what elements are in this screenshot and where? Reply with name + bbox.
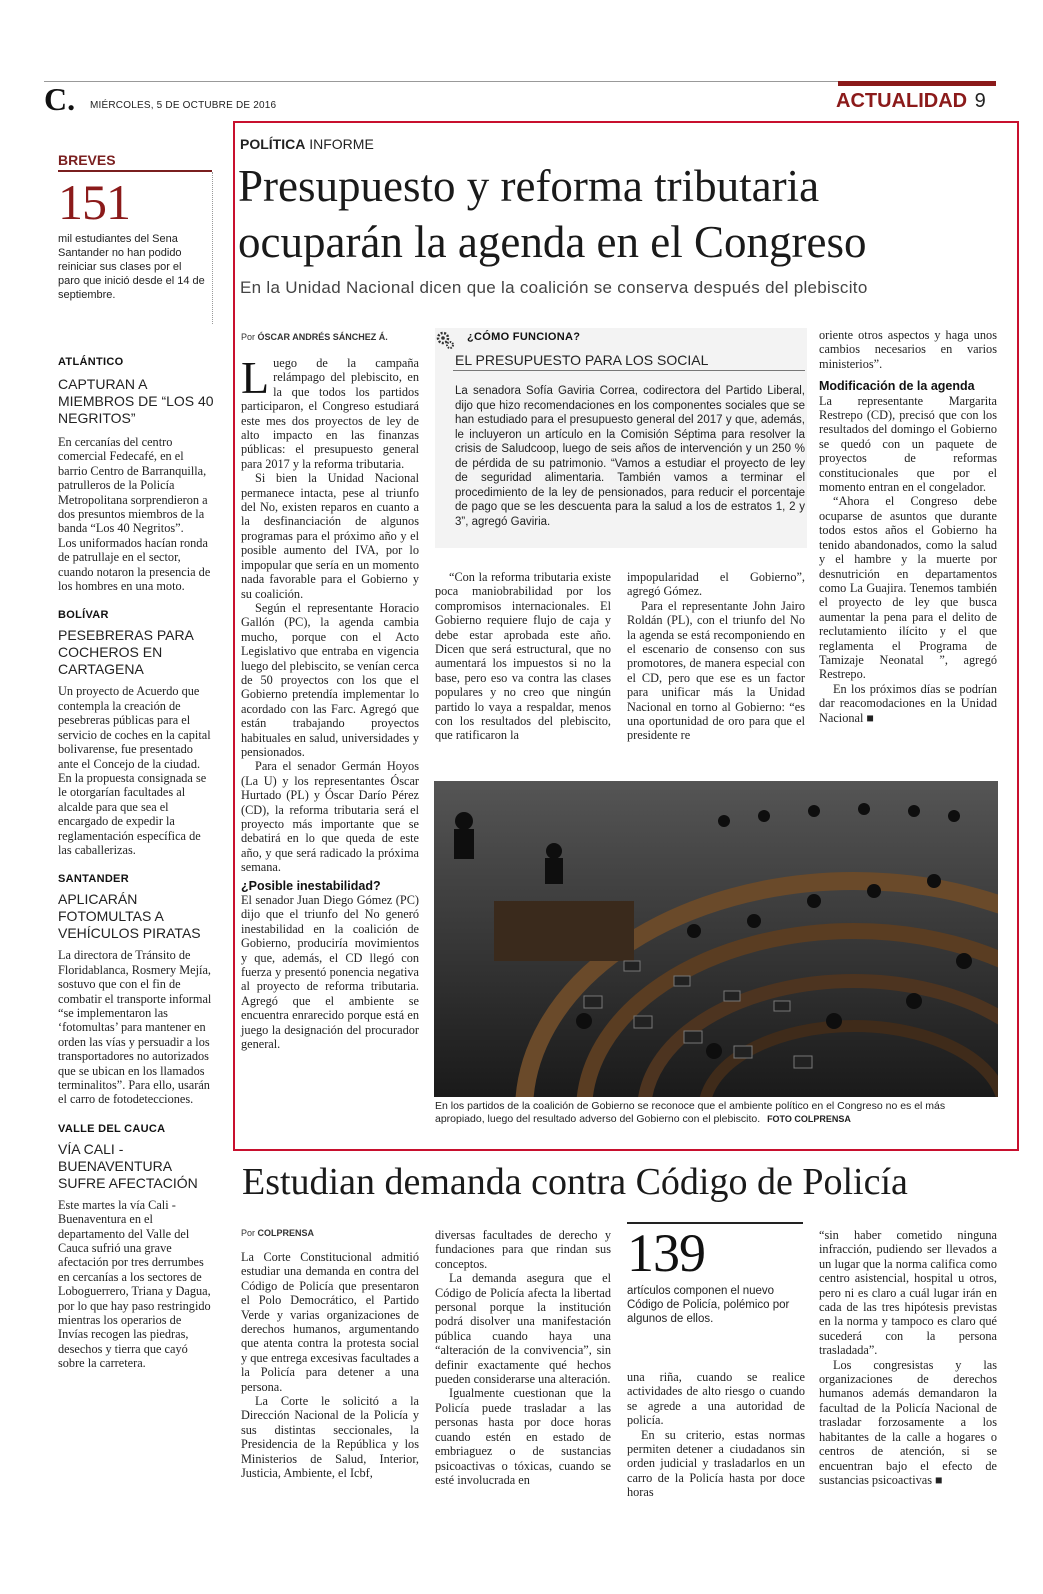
breve-body <box>58 1198 214 1371</box>
congress-photo-illustration <box>434 781 998 1097</box>
gear-icon <box>435 330 455 350</box>
article-paragraph: Para el representante John Jairo Roldán (PL), con el triunfo del No la agenda se está recomponiendo en el escenario de consenso con sus promotores, de manera especial con el CD, pero que ese es un factor para unificar más la Unidad Nacional en torno al Gobierno: “es una oportunidad de oro para que el presidente re <box>627 598 805 743</box>
article-paragraph: El senador Juan Diego Gómez (PC) dijo que el triunfo del No generó inestabilidad en la coalición de Gobierno, produciría movimientos y que, además, el CD llegó con fuerza y presentó ponencia negativa al proyecto de reforma tributaria. Agregó que el ambiente se encuentra enrarecido porque está en juego la designación del procurador general. <box>241 893 419 1052</box>
breve-paragraph: En cercanías del centro comercial Fedecafé, en el barrio Centro de Barranquilla, patrulleros de la Policía Metropolitana sorprendieron a dos presuntos miembros de la banda “Los 40 Negritos”. <box>58 435 208 536</box>
breves-title: BREVES <box>58 152 116 168</box>
article-paragraph: En su criterio, estas normas permiten detener a ciudadanos sin orden judicial y trasladarlos en un carro de la Policía hasta por doce horas <box>627 1427 805 1500</box>
breve-region: VALLE DEL CAUCA <box>58 1122 166 1135</box>
breve-headline: VÍA CALI - BUENAVENTURA SUFRE AFECTACIÓN <box>58 1140 198 1191</box>
breve-region: ATLÁNTICO <box>58 356 124 368</box>
byline-author: COLPRENSA <box>257 1228 315 1238</box>
article-byline <box>241 332 419 342</box>
article-paragraph: Igualmente cuestionan que la Policía puede trasladar a las personas hasta por doce horas cuando estén en estado de embriaguez o de sustancias psicoactivas o tóxicas, cuando se esté involucrada en <box>435 1386 611 1487</box>
breves-sidebar <box>58 152 214 302</box>
info-box-kicker: ¿CÓMO FUNCIONA? <box>467 331 581 343</box>
info-box-text: La senadora Sofía Gaviria Correa, codirectora del Partido Liberal, dijo que hizo recomendaciones en los componentes sociales que se han estudiado para el presupuesto general del 2017 y que, además, le incluyeron un artículo en la Comisión Séptima para resolver la crisis de Saludcoop, luego de seis años de intervención y un 250 % de pérdida de su patrimonio. “Vamos a estudiar el proyecto de ley de seguridad alimentaria. También vamos a terminar el procedimiento de la ley de pensionados, para reducir el porcentaje de pago que se les descuenta para la salud a los de estratos 1, 2 y 3”, agregó Gaviria. <box>455 385 805 528</box>
photo-caption <box>435 1100 995 1126</box>
breve-item <box>58 873 214 1106</box>
second-column-2 <box>435 1228 611 1487</box>
byline-prefix: Por <box>241 1228 256 1238</box>
breve-paragraph: En la propuesta consignada se le otorgarían facultades al alcalde para que sea el encargado de expedir la reglamentación específica de las caballerizas. <box>58 770 207 857</box>
article-paragraph: Según el representante Horacio Gallón (PC), la agenda cambia mucho, porque con el Acto Legislativo que entraba en vigencia luego del plebiscito, se venían cerca de 50 proyectos con los que el Gobierno pretendía implementar lo acordado con las Farc. Agregó que están trabajando proyectos habituales en salud, universidades y pensionados. <box>241 600 419 759</box>
breve-body <box>58 684 214 857</box>
article-paragraph: En los próximos días se podrían dar reacomodaciones en la Unidad Nacional ■ <box>819 681 997 725</box>
page-number: 9 <box>974 90 986 112</box>
logo: C. <box>44 81 76 117</box>
caption-text: En los partidos de la coalición de Gobierno se reconoce que el ambiente político en el Congreso no es el más apropiado, luego del resultado adverso del Gobierno con el plebiscito. <box>435 1100 946 1125</box>
article-subhead: ¿Posible inestabilidad? <box>241 878 381 893</box>
second-column-4 <box>819 1228 997 1487</box>
section-name: ACTUALIDAD <box>836 90 968 112</box>
second-body <box>241 1250 419 1481</box>
article-paragraph <box>241 352 419 471</box>
second-stat-box <box>627 1222 807 1326</box>
headline-line-1: Presupuesto y reforma tributaria <box>238 161 820 211</box>
drop-cap: L <box>241 352 270 403</box>
section-bar <box>838 81 996 86</box>
article-body <box>241 352 419 1052</box>
info-box-title: EL PRESUPUESTO PARA LOS SOCIAL <box>455 352 709 368</box>
article-paragraph: “Ahora el Congreso debe ocuparse de asuntos que durante todos estos años el Gobierno ha tenido abandonados, como la salud y el hambre y la muerte por desnutrición en departamentos como La Guajira. Tenemos también el proyecto de ley que busca aumentar la pena para el delito de reclutamiento ilícito y el que reglamenta el Programa de Tamizaje Neonatal ”, agregó Restrepo. <box>819 494 997 682</box>
second-column-3 <box>627 1370 805 1500</box>
second-stat-number: 139 <box>627 1223 705 1283</box>
headline-line-2: ocuparán la agenda en el Congreso <box>238 217 867 267</box>
article-column-3 <box>627 570 805 743</box>
second-stat-text: artículos componen el nuevo Código de Policía, polémico por algunos de ellos. <box>627 1285 790 1325</box>
article-paragraph: Si bien la Unidad Nacional permanece intacta, pese al triunfo del No, existen reparos en cuanto a la desfinanciación de algunos programas para el próximo año y el posible aumento del IVA, por lo impopular que sería en un momento nada favorable para el Gobierno y su coalición. <box>241 471 419 601</box>
breve-headline: CAPTURAN A MIEMBROS DE “LOS 40 NEGRITOS” <box>58 376 214 426</box>
breve-paragraph: Los uniformados hacían ronda de patrullaje en el sector, cuando notaron la presencia de los hombres en una moto. <box>58 535 211 594</box>
article-paragraph: La demanda asegura que el Código de Policía afecta la libertad personal porque la institución podrá disolver una manifestación pública cuando haya una “alteración de la convivencia”, sin definir exactamente qué hechos pueden considerarse una alteración. <box>435 1271 611 1387</box>
article-paragraph: una riña, cuando se realice actividades de alto riesgo o cuando se agrede a una autoridad de policía. <box>627 1370 805 1428</box>
article-kicker <box>240 136 374 152</box>
article-paragraph: Para el senador Germán Hoyos (La U) y los representantes Óscar Hurtado (PL) y Óscar Darío Pérez (CD), la reforma tributaria será el proyecto más importante que se debatirá en lo que queda de este año, y que será radicado la próxima semana. <box>241 759 419 875</box>
article-deck: En la Unidad Nacional dicen que la coalición se conserva después del plebiscito <box>240 278 868 297</box>
breve-headline: APLICARÁN FOTOMULTAS A VEHÍCULOS PIRATAS <box>58 891 201 942</box>
article-paragraph: La Corte le solicitó a la Dirección Nacional de la Policía y sus distintas seccionales, la Presidencia de la República y los Ministerios de Salud, Interior, Justicia, Ambiente, el Icbf, <box>241 1394 419 1481</box>
article-paragraph: Los congresistas y las organizaciones de derechos humanos además demandaron la facultad de la Policía Nacional de trasladar forzosamente a los habitantes de la calle a hogares o centros de atención, si se encuentran bajo el efecto de sustancias psicoactivas ■ <box>819 1357 997 1487</box>
article-paragraph: “sin haber cometido ninguna infracción, pudiendo ser llevados a un lugar que la norma califica como centro asistencial, hospital u otros, pero ni es claro a cuál lugar irán en cada de las tres hipótesis previstas en la norma y tampoco es claro qué sucederá con la persona trasladada”. <box>819 1228 997 1358</box>
breves-dotted-divider <box>212 172 213 324</box>
breve-paragraph: Un proyecto de Acuerdo que contempla la creación de pesebreras públicas para el servicio de coches en la capital bolivarense, fue presentado ante el Concejo de la ciudad. <box>58 684 211 771</box>
article-paragraph: diversas facultades de derecho y fundaciones para que rindan sus conceptos. <box>435 1228 611 1271</box>
breve-paragraph: Este martes la vía Cali - Buenaventura en el departamento del Valle del Cauca sufrió una grave afectación por tres derrumbes en cercanías a los sectores de Loboguerrero, Triana y Dagua, por lo que hay paso restringido mientras los operarios de Invías recogen las piedras, desechos y tierra que cayó sobre la carretera. <box>58 1197 211 1371</box>
article-headline <box>238 158 866 270</box>
article-paragraph: oriente otros aspectos y haga unos cambios necesarios en varios ministerios”. <box>819 328 997 371</box>
breve-region: BOLÍVAR <box>58 609 109 622</box>
breve-region: SANTANDER <box>58 873 129 886</box>
article-column-4 <box>819 328 997 725</box>
breves-rule <box>58 170 212 172</box>
byline-author: ÓSCAR ANDRÉS SÁNCHEZ Á. <box>257 332 388 342</box>
article-paragraph: impopularidad el Gobierno”, agregó Gómez. <box>627 570 805 599</box>
article-paragraph: La Corte Constitucional admitió estudiar una demanda en contra del Código de Policía que presentaron el Polo Democrático, el Partido Verde y varias organizaciones de derechos humanos, argumentando que atenta contra la protesta social y que entrega excesivas facultades a la Policía para detener a una persona. <box>241 1250 419 1394</box>
info-box-rule <box>453 370 805 371</box>
breve-body <box>58 435 214 593</box>
header-date: MIÉRCOLES, 5 DE OCTUBRE DE 2016 <box>90 100 277 111</box>
article-column-1 <box>241 332 419 1052</box>
article-subhead: Modificación de la agenda <box>819 379 975 394</box>
breve-item <box>58 356 214 593</box>
article-paragraph: La representante Margarita Restrepo (CD), precisó que con los resultados del domingo el Gobierno se quedó con un paquete de proyectos de reformas constitucionales que por el momento entran en el congelador. <box>819 393 997 495</box>
info-box <box>435 328 807 548</box>
breves-list <box>58 356 214 1371</box>
breve-paragraph: La directora de Tránsito de Floridablanca, Rosmery Mejía, sostuvo que con el fin de combatir el transporte informal “se implementaron las ‘fotomultas’ para mantener en orden las vías y persuadir a los transportadores no autorizados que se ubican en los llamados terminalitos”. Para ello, usarán el carro de fotodetecciones. <box>58 948 212 1107</box>
breve-body <box>58 948 214 1106</box>
article-paragraph: “Con la reforma tributaria existe poca maniobrabilidad por los compromisos internacionales. El Gobierno requiere flujo de caja y debe estar aprobada este año. Dicen que será estructural, que no aumentará los impuestos si no la base, pero eso va contra las clases populares y no creo que ningún partido lo vaya a respaldar, menos con los resultados del plebiscito, que ratificaron la <box>435 570 611 743</box>
section-label <box>836 90 986 113</box>
kicker-type: INFORME <box>309 136 374 152</box>
photo-credit: FOTO COLPRENSA <box>767 1114 851 1124</box>
second-article-headline: Estudian demanda contra Código de Policía <box>242 1161 908 1203</box>
paragraph-text: uego de la campaña relámpago del plebiscito, en la que todos los partidos participaron, el Congreso estudiará este mes dos proyectos de ley de alto impacto en las finanzas públicas: el presupuesto general para 2017 y la reforma tributaria. <box>241 356 419 471</box>
byline-prefix: Por <box>241 332 256 342</box>
breve-item <box>58 1123 214 1371</box>
breves-stat-text: mil estudiantes del Sena Santander no han podido reiniciar sus clases por el paro que inició desde el 14 de septiembre. <box>58 233 205 301</box>
congress-photo <box>434 781 998 1097</box>
breve-item <box>58 609 214 857</box>
second-byline <box>241 1228 419 1238</box>
breve-headline: PESEBRERAS PARA COCHEROS EN CARTAGENA <box>58 627 194 678</box>
kicker-section: POLÍTICA <box>240 136 306 152</box>
breves-stat-number: 151 <box>58 174 130 230</box>
article-column-2 <box>435 570 611 743</box>
second-column-1 <box>241 1228 419 1481</box>
